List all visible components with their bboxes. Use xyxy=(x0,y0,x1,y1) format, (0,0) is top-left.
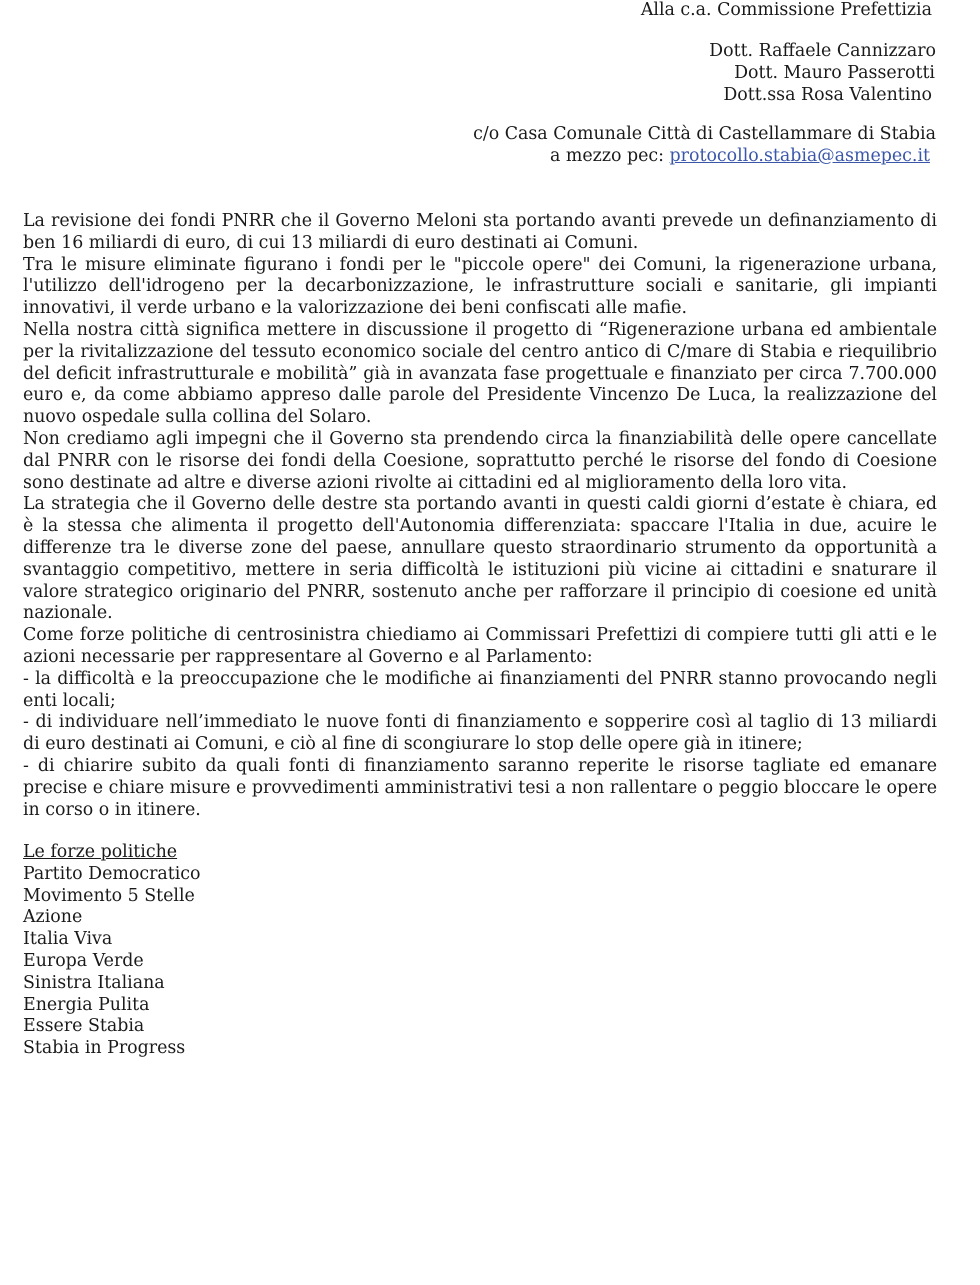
recipient-pec-line xyxy=(550,146,930,168)
party-name: Movimento 5 Stelle xyxy=(23,885,195,906)
party-name: Stabia in Progress xyxy=(23,1038,186,1059)
recipient-name: Dott. Raffaele Cannizzaro xyxy=(709,41,936,61)
body-paragraph: Non crediamo agli impegni che il Governo sta prendendo circa la finanziabilità delle opere cancellate dal PNRR con le risorse dei fondi della Coesione, soprattutto perché le risorse del fondo di Coesione sono destinate ad altre e diverse azioni rivolte ai cittadini ed al miglioramento della loro vita. xyxy=(23,428,937,493)
request-item: - la difficoltà e la preoccupazione che le modifiche ai finanziamenti del PNRR stanno provocando negli enti locali; xyxy=(23,668,937,711)
body-paragraph: La strategia che il Governo delle destre sta portando avanti in questi caldi giorni d’estate è chiara, ed è la stessa che alimenta il progetto dell'Autonomia differenziata: spaccare l'Italia in due, acuire le differenze tra le diverse zone del paese, annullare questo straordinario strumento da opportunità a svantaggio competitivo, mettere in seria difficoltà le istituzioni più vicine ai cittadini e snaturare il valore strategico originario del PNRR, sostenuto anche per rafforzare il principio di coesione ed unità nazionale. xyxy=(23,494,937,624)
signoff-block xyxy=(23,842,423,1060)
party-name: Italia Viva xyxy=(23,929,113,950)
request-item: - di individuare nell’immediato le nuove fonti di finanziamento e sopperire così al taglio di 13 miliardi di euro destinati ai Comuni, e ciò al fine di scongiurare lo stop delle opere già in itinere; xyxy=(23,712,937,755)
recipient-name: Dott. Mauro Passerotti xyxy=(734,63,935,83)
recipient-name: Dott.ssa Rosa Valentino xyxy=(723,85,932,105)
party-name: Partito Democratico xyxy=(23,863,201,884)
party-name: Sinistra Italiana xyxy=(23,972,165,993)
recipient-attention: Alla c.a. Commissione Prefettizia xyxy=(640,0,932,20)
party-name: Energia Pulita xyxy=(23,994,150,1015)
party-name: Europa Verde xyxy=(23,950,144,971)
recipient-address: c/o Casa Comunale Città di Castellammare di Stabia xyxy=(473,124,936,144)
request-item: - di chiarire subito da quali fonti di finanziamento saranno reperite le risorse tagliate ed emanare precise e chiare misure e provvedimenti amministrativi tesi a non rallentare o peggio bloccare le opere in corso o in itinere. xyxy=(23,755,937,820)
body-paragraph: La revisione dei fondi PNRR che il Governo Meloni sta portando avanti prevede un definanziamento di ben 16 miliardi di euro, di cui 13 miliardi di euro destinati ai Comuni. xyxy=(23,211,937,253)
body-paragraph: Tra le misure eliminate figurano i fondi per le "piccole opere" dei Comuni, la rigenerazione urbana, l'utilizzo dell'idrogeno per la decarbonizzazione, le infrastrutture sociali e sanitarie, gli impianti innovativi, il verde urbano e la valorizzazione dei beni confiscati alle mafie. xyxy=(23,254,937,319)
pec-email-link[interactable]: protocollo.stabia@asmepec.it xyxy=(669,146,930,166)
pec-label: a mezzo pec: xyxy=(549,146,670,166)
signoff-heading: Le forze politiche xyxy=(23,842,178,862)
body-paragraph: Nella nostra città significa mettere in discussione il progetto di “Rigenerazione urbana ed ambientale per la rivitalizzazione del tessuto economico sociale del centro antico di C/mare di Stabia e riequilibrio del deficit infrastrutturale e mobilità” già in avanzata fase progettuale e finanziato per circa 7.700.000 euro e, da come abbiamo appreso dalle parole del Presidente Vincenzo De Luca, la realizzazione del nuovo ospedale sulla collina del Solaro. xyxy=(23,319,937,428)
party-name: Azione xyxy=(23,907,83,928)
party-name: Essere Stabia xyxy=(23,1016,145,1037)
letter-body xyxy=(23,211,937,821)
body-paragraph: Come forze politiche di centrosinistra chiediamo ai Commissari Prefettizi di compiere tutti gli atti e le azioni necessarie per rappresentare al Governo e al Parlamento: xyxy=(23,625,937,667)
